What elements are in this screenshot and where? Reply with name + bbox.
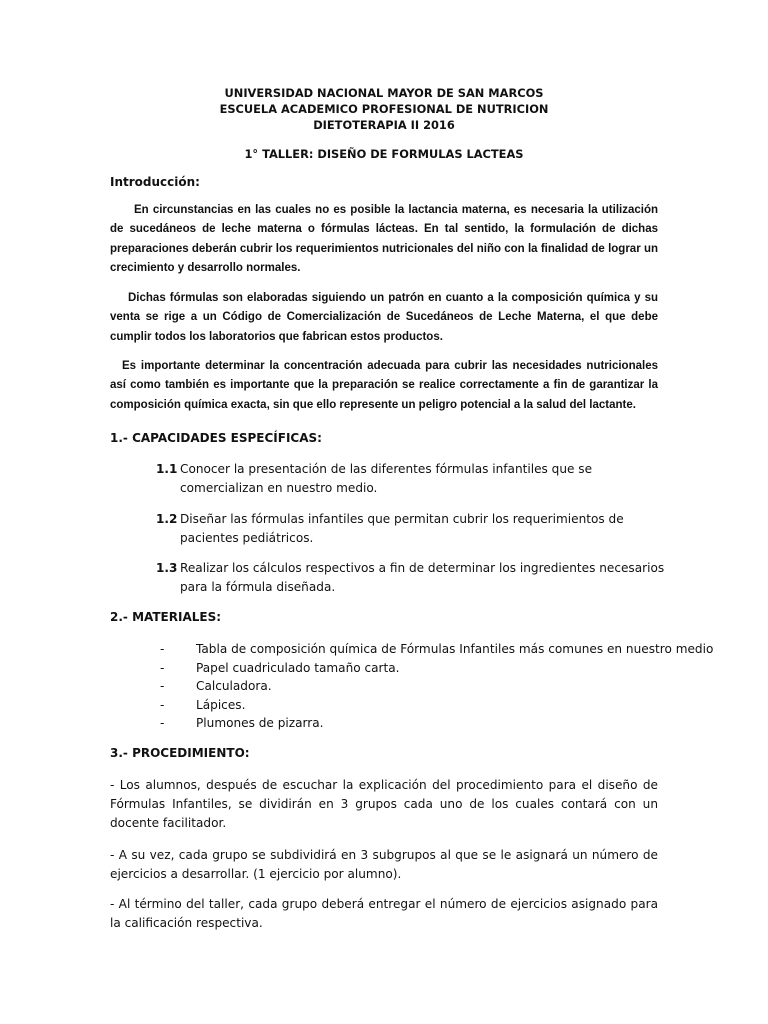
capacidades-heading: 1.- CAPACIDADES ESPECÍFICAS:	[110, 431, 322, 445]
bullet-dash: -	[160, 660, 165, 675]
capacidad-number: 1.2	[156, 512, 178, 526]
capacidad-text: Conocer la presentación de las diferentes fórmulas infantiles que se comercializan en nuestro medio.	[180, 462, 593, 495]
intro-paragraph-2: Dichas fórmulas son elaboradas siguiendo un patrón en cuanto a la composición química y su venta se rige a un Código de Comercialización de Sucedáneos de Leche Materna, el que debe cumplir todos los laboratorios que fabrican estos productos.	[110, 292, 658, 343]
bullet-dash: -	[160, 642, 165, 656]
material-label: Tabla de composición química de Fórmulas Infantiles más comunes en nuestro medio	[196, 642, 714, 656]
bullet-dash: -	[160, 716, 165, 731]
capacidad-number: 1.3	[156, 561, 178, 575]
course-name: DIETOTERAPIA II 2016	[313, 118, 455, 132]
material-label: Lápices.	[196, 697, 246, 712]
procedimiento-heading: 3.- PROCEDIMIENTO:	[110, 746, 250, 760]
intro-paragraph-3: Es importante determinar la concentración adecuada para cubrir las necesidades nutricionales así como también es importante que la preparación se realice correctamente a fin de garantizar la composición química exacta, sin que ello represente un peligro potencial a la salud del lactante.	[110, 360, 658, 411]
materiales-heading: 2.- MATERIALES:	[110, 610, 222, 624]
university-name: UNIVERSIDAD NACIONAL MAYOR DE SAN MARCOS	[224, 86, 544, 100]
capacidad-number: 1.1	[156, 462, 178, 476]
school-name: ESCUELA ACADEMICO PROFESIONAL DE NUTRICION	[219, 102, 549, 116]
capacidad-item	[156, 559, 666, 596]
workshop-title: 1° TALLER: DISEÑO DE FORMULAS LACTEAS	[244, 147, 524, 161]
procedimiento-paragraph-1: - Los alumnos, después de escuchar la explicación del procedimiento para el diseño de Fórmulas Infantiles, se dividirán en 3 grupos cada uno de los cuales contará con un docente facilitador.	[110, 778, 658, 830]
intro-paragraph-1: En circunstancias en las cuales no es posible la lactancia materna, es necesaria la utilización de sucedáneos de leche materna o fórmulas lácteas. En tal sentido, la formulación de dichas preparaciones deberán cubrir los requerimientos nutricionales del niño con la finalidad de lograr un crecimiento y desarrollo normales.	[110, 204, 658, 274]
material-label: Calculadora.	[196, 679, 272, 694]
capacidad-item	[156, 510, 666, 547]
procedimiento-paragraph-3: - Al término del taller, cada grupo deberá entregar el número de ejercicios asignado para la calificación respectiva.	[110, 897, 658, 930]
bullet-dash: -	[160, 679, 165, 694]
document-header	[110, 85, 658, 133]
capacidad-text: Realizar los cálculos respectivos a fin de determinar los ingredientes necesarios para la fórmula diseñada.	[180, 561, 665, 594]
intro-heading: Introducción:	[110, 175, 200, 189]
material-label: Papel cuadriculado tamaño carta.	[196, 660, 400, 675]
capacidad-item	[156, 460, 666, 497]
bullet-dash: -	[160, 697, 165, 712]
material-label: Plumones de pizarra.	[196, 716, 324, 731]
procedimiento-paragraph-2: - A su vez, cada grupo se subdividirá en 3 subgrupos al que se le asignará un número de ejercicios a desarrollar. (1 ejercicio por alumno).	[110, 848, 658, 881]
capacidad-text: Diseñar las fórmulas infantiles que permitan cubrir los requerimientos de pacientes pediátricos.	[180, 512, 624, 545]
